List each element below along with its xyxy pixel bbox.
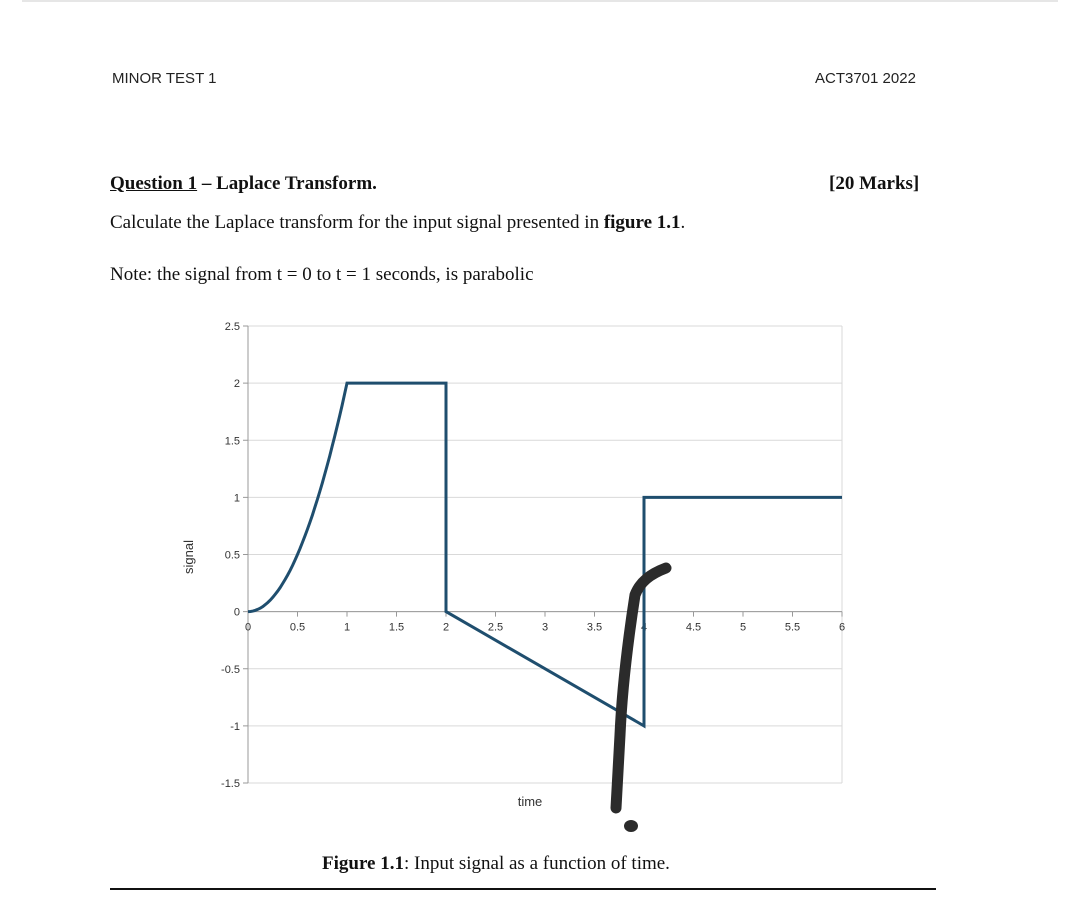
header-course-code: ACT3701 2022 [815, 70, 916, 87]
figure-reference: figure 1.1 [603, 212, 681, 233]
handwritten-mark [616, 568, 666, 832]
y-tick-label: -1.5 [221, 778, 240, 790]
figure-caption-text: : Input signal as a function of time. [403, 853, 670, 874]
question-marks: [20 Marks] [829, 173, 920, 194]
x-tick-label: 2.5 [487, 621, 504, 634]
handwritten-dot [624, 820, 638, 832]
y-tick-label: -0.5 [221, 663, 240, 676]
chart-tick-labels [221, 321, 845, 790]
bottom-rule [110, 888, 936, 890]
x-tick-label: 3.5 [586, 621, 603, 634]
x-axis-label: time [517, 794, 543, 809]
x-tick-label: 4 [640, 621, 648, 634]
x-tick-label: 5.5 [784, 621, 801, 634]
x-tick-label: 1 [343, 621, 351, 634]
x-tick-label: 6 [838, 621, 846, 634]
instruction-end: . [680, 212, 686, 233]
y-tick-label: 1.5 [224, 435, 240, 448]
y-tick-label: 2.5 [224, 321, 240, 333]
x-tick-label: 0.5 [289, 621, 306, 634]
question-number: Question 1 [110, 173, 198, 194]
y-tick-label: 0.5 [224, 549, 240, 562]
x-tick-label: 3 [541, 621, 549, 634]
question-topic: – Laplace Transform. [197, 173, 377, 194]
y-tick-label: 1 [233, 492, 240, 505]
figure-caption [322, 853, 670, 875]
question-note: Note: the signal from t = 0 to t = 1 seconds, is parabolic [110, 264, 534, 285]
x-tick-label: 2 [442, 621, 450, 634]
figure-caption-label: Figure 1.1 [322, 853, 404, 874]
y-tick-label: 2 [233, 378, 240, 391]
y-axis-label: signal [181, 540, 196, 574]
instruction-text: Calculate the Laplace transform for the input signal presented in [110, 212, 604, 233]
chart-gridlines [248, 326, 842, 783]
x-tick-label: 5 [739, 621, 747, 634]
x-tick-label: 0 [244, 621, 252, 634]
y-tick-label: -1 [230, 720, 240, 733]
x-tick-label: 4.5 [685, 621, 702, 634]
header-test-title: MINOR TEST 1 [112, 70, 217, 87]
handwritten-stroke [616, 568, 666, 808]
y-tick-label: 0 [233, 606, 240, 619]
x-tick-label: 1.5 [388, 621, 405, 634]
